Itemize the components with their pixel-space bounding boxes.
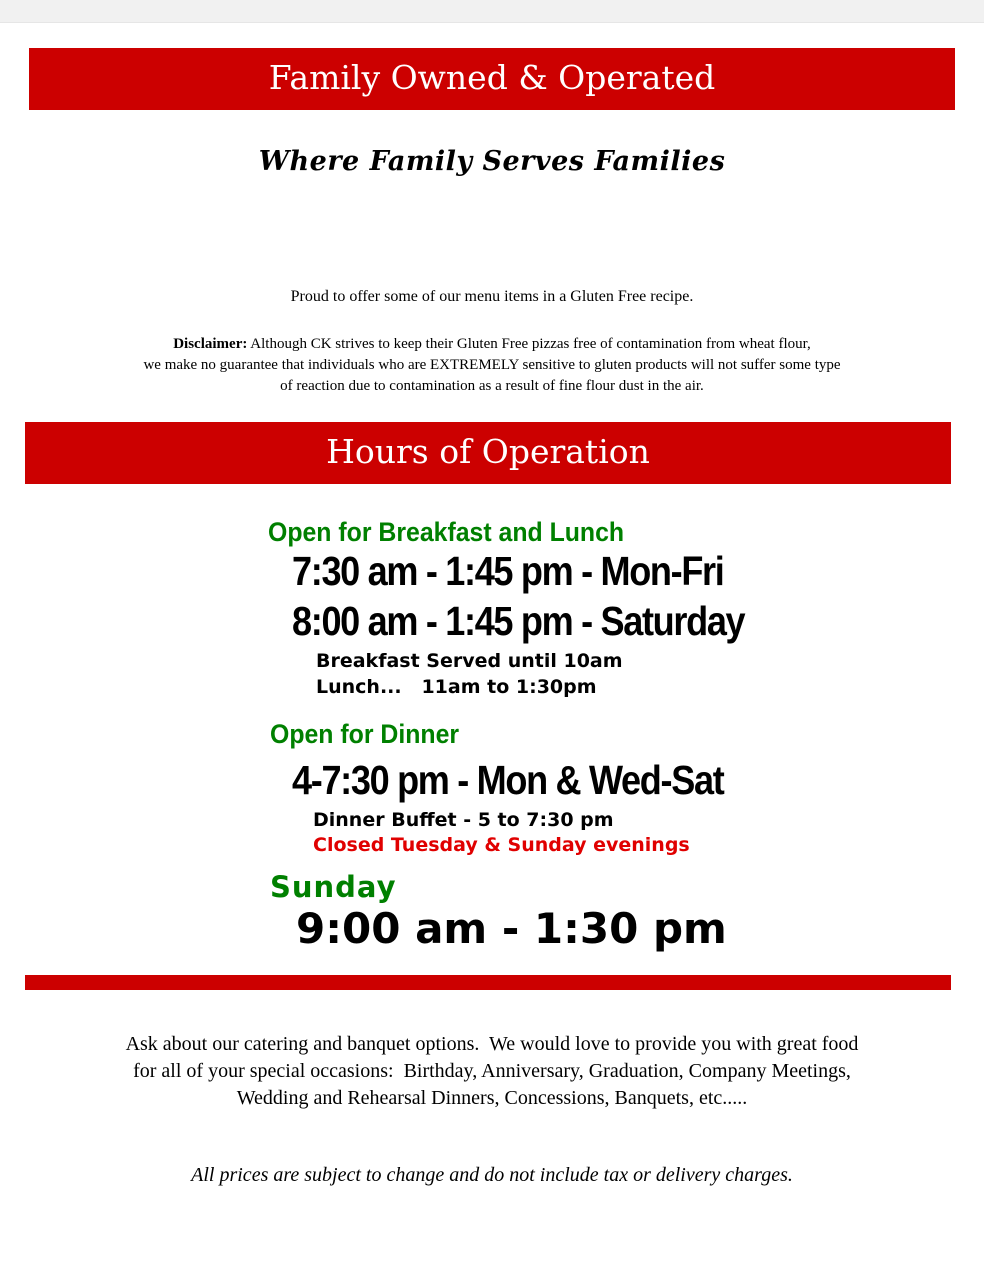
- disclaimer-line-2: we make no guarantee that individuals who are EXTREMELY sensitive to gluten products will not suffer some type: [143, 357, 841, 373]
- catering-line-1: Ask about our catering and banquet options. We would love to provide you with great food: [125, 1033, 859, 1055]
- dinner-hours: 4-7:30 pm - Mon & Wed-Sat: [292, 757, 724, 803]
- sunday-heading: Sunday: [270, 870, 397, 904]
- disclaimer-label: Disclaimer:: [173, 336, 248, 352]
- gluten-free-note: Proud to offer some of our menu items in a Gluten Free recipe.: [290, 288, 694, 305]
- browser-top-strip: [0, 0, 984, 23]
- divider-bar: [25, 975, 951, 990]
- breakfast-lunch-heading: Open for Breakfast and Lunch: [268, 517, 625, 547]
- closed-note: Closed Tuesday & Sunday evenings: [313, 834, 690, 856]
- family-owned-banner: Family Owned & Operated: [29, 48, 955, 110]
- catering-line-3: Wedding and Rehearsal Dinners, Concessions, Banquets, etc.....: [236, 1087, 748, 1109]
- saturday-hours: 8:00 am - 1:45 pm - Saturday: [292, 598, 745, 644]
- dinner-buffet-note: Dinner Buffet - 5 to 7:30 pm: [313, 809, 614, 831]
- dinner-heading: Open for Dinner: [270, 719, 460, 749]
- lunch-note: Lunch... 11am to 1:30pm: [316, 676, 597, 698]
- prices-note: All prices are subject to change and do not include tax or delivery charges.: [191, 1164, 793, 1186]
- disclaimer: [0, 334, 984, 397]
- sunday-hours: 9:00 am - 1:30 pm: [296, 904, 727, 953]
- disclaimer-line-1: [0, 334, 984, 355]
- catering-line-2: for all of your special occasions: Birthday, Anniversary, Graduation, Company Meetings,: [133, 1060, 851, 1082]
- weekday-hours: 7:30 am - 1:45 pm - Mon-Fri: [292, 548, 724, 594]
- catering-note: [0, 1031, 984, 1112]
- hours-banner: Hours of Operation: [25, 422, 951, 484]
- breakfast-note: Breakfast Served until 10am: [316, 650, 623, 672]
- tagline: Where Family Serves Families: [258, 146, 726, 177]
- disclaimer-line-3: of reaction due to contamination as a result of fine flour dust in the air.: [280, 378, 704, 394]
- disclaimer-text-1: Although CK strives to keep their Gluten Free pizzas free of contamination from wheat flour,: [247, 336, 811, 352]
